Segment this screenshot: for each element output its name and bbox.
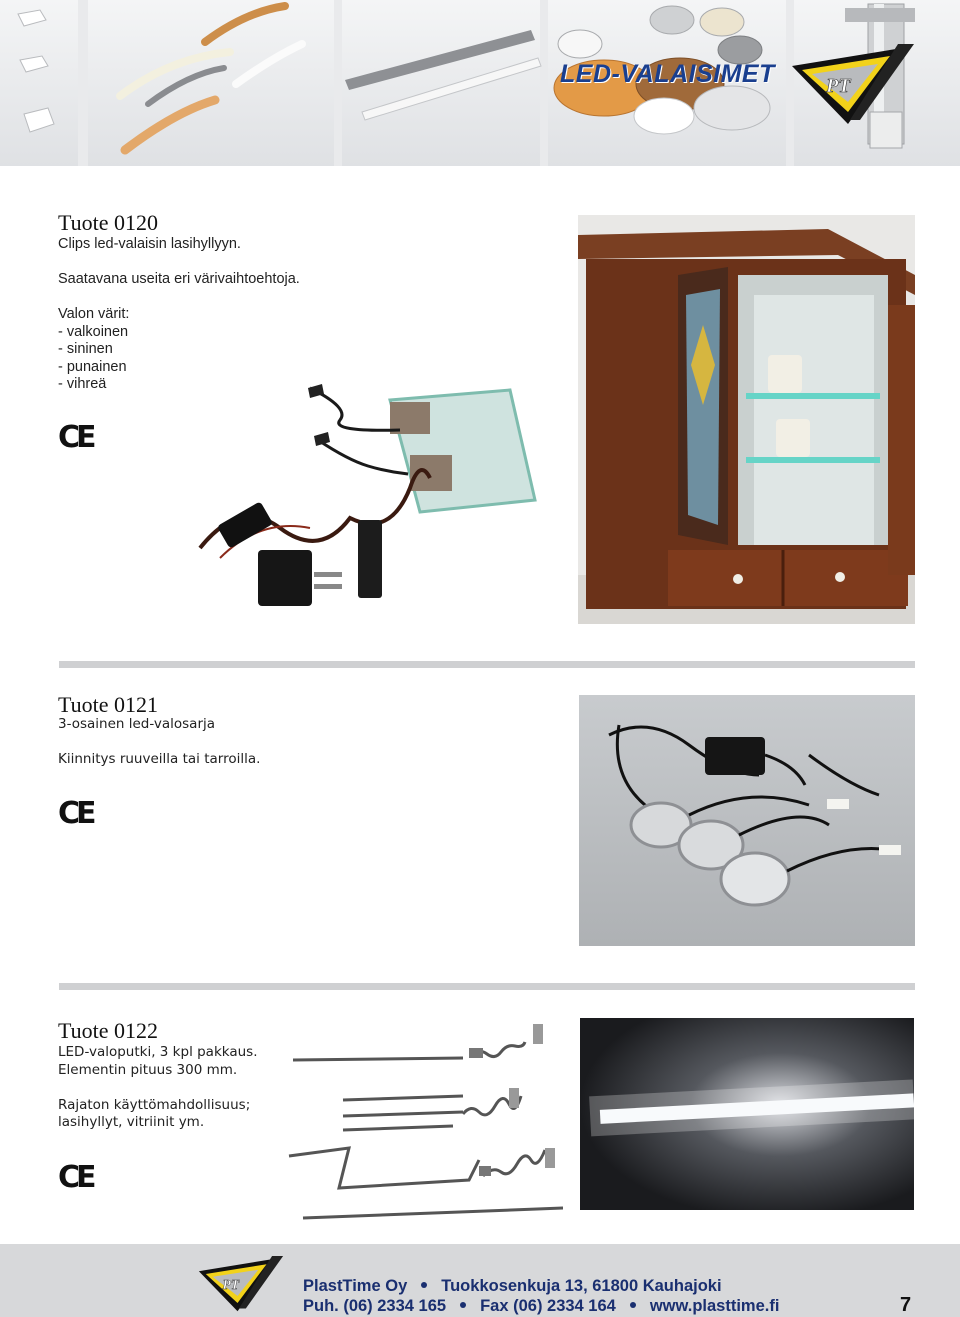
- description-line: Elementin pituus 300 mm.: [58, 1061, 238, 1078]
- description-line: [58, 734, 260, 752]
- description-line: - valkoinen: [58, 323, 129, 340]
- description-line: 3-osainen led-valosarja: [58, 716, 216, 732]
- footer-contact-line-2: [303, 1297, 779, 1316]
- pt-logo: [790, 44, 916, 128]
- bullet-icon: [460, 1302, 466, 1308]
- description-line: Rajaton käyttömahdollisuus;: [58, 1096, 251, 1113]
- product-0121-photo: [579, 695, 915, 946]
- header-banner: [0, 0, 960, 166]
- description-line: Kiinnitys ruuveilla tai tarroilla.: [58, 751, 261, 767]
- product-0122-title: Tuote 0122: [58, 1018, 159, 1043]
- pt-logo-text: PT: [826, 75, 851, 97]
- footer-phone: Puh. (06) 2334 165: [303, 1297, 447, 1315]
- product-0122-lit-photo: [580, 1018, 914, 1210]
- product-0120-title: Tuote 0120: [58, 210, 159, 235]
- footer-website-link[interactable]: www.plasttime.fi: [649, 1297, 780, 1315]
- product-0120-description: [58, 236, 300, 394]
- footer-contact-line-1: [303, 1277, 722, 1296]
- description-line: - punainen: [58, 358, 127, 375]
- ce-mark-icon: CE: [58, 420, 93, 455]
- product-0120-kit-photo: [190, 380, 550, 620]
- ce-mark-icon: CE: [58, 1160, 93, 1195]
- ce-mark-icon: CE: [58, 796, 93, 831]
- section-divider: [59, 983, 915, 990]
- section-divider: [59, 661, 915, 668]
- description-line: lasihyllyt, vitriinit ym.: [58, 1114, 205, 1130]
- description-line: LED-valoputki, 3 kpl pakkaus.: [58, 1044, 258, 1060]
- banner-title: LED-VALAISIMET: [560, 60, 775, 88]
- description-line: [58, 289, 300, 307]
- footer-pt-logo: [194, 1256, 288, 1314]
- description-line: Valon värit:: [58, 306, 130, 322]
- product-0122-tubes-photo: [283, 1018, 563, 1224]
- bullet-icon: [630, 1302, 636, 1308]
- description-line: - sininen: [58, 341, 113, 357]
- description-line: Clips led-valaisin lasihyllyyn.: [58, 236, 241, 252]
- description-line: [58, 254, 300, 272]
- product-0122-description: [58, 1044, 258, 1132]
- product-0121-title: Tuote 0121: [58, 692, 159, 717]
- bullet-icon: [421, 1282, 427, 1288]
- description-line: Saatavana useita eri värivaihtoehtoja.: [58, 271, 300, 287]
- product-0120-cabinet-photo: [578, 215, 915, 624]
- description-line: [58, 1079, 258, 1097]
- product-0121-description: [58, 716, 260, 769]
- footer-address: Tuokkosenkuja 13, 61800 Kauhajoki: [441, 1277, 722, 1295]
- footer-fax: Fax (06) 2334 164: [480, 1297, 616, 1315]
- page-number: 7: [900, 1294, 912, 1316]
- footer-company: PlastTime Oy: [303, 1277, 408, 1295]
- description-line: - vihreä: [58, 376, 107, 392]
- footer-logo-text: PT: [222, 1277, 240, 1293]
